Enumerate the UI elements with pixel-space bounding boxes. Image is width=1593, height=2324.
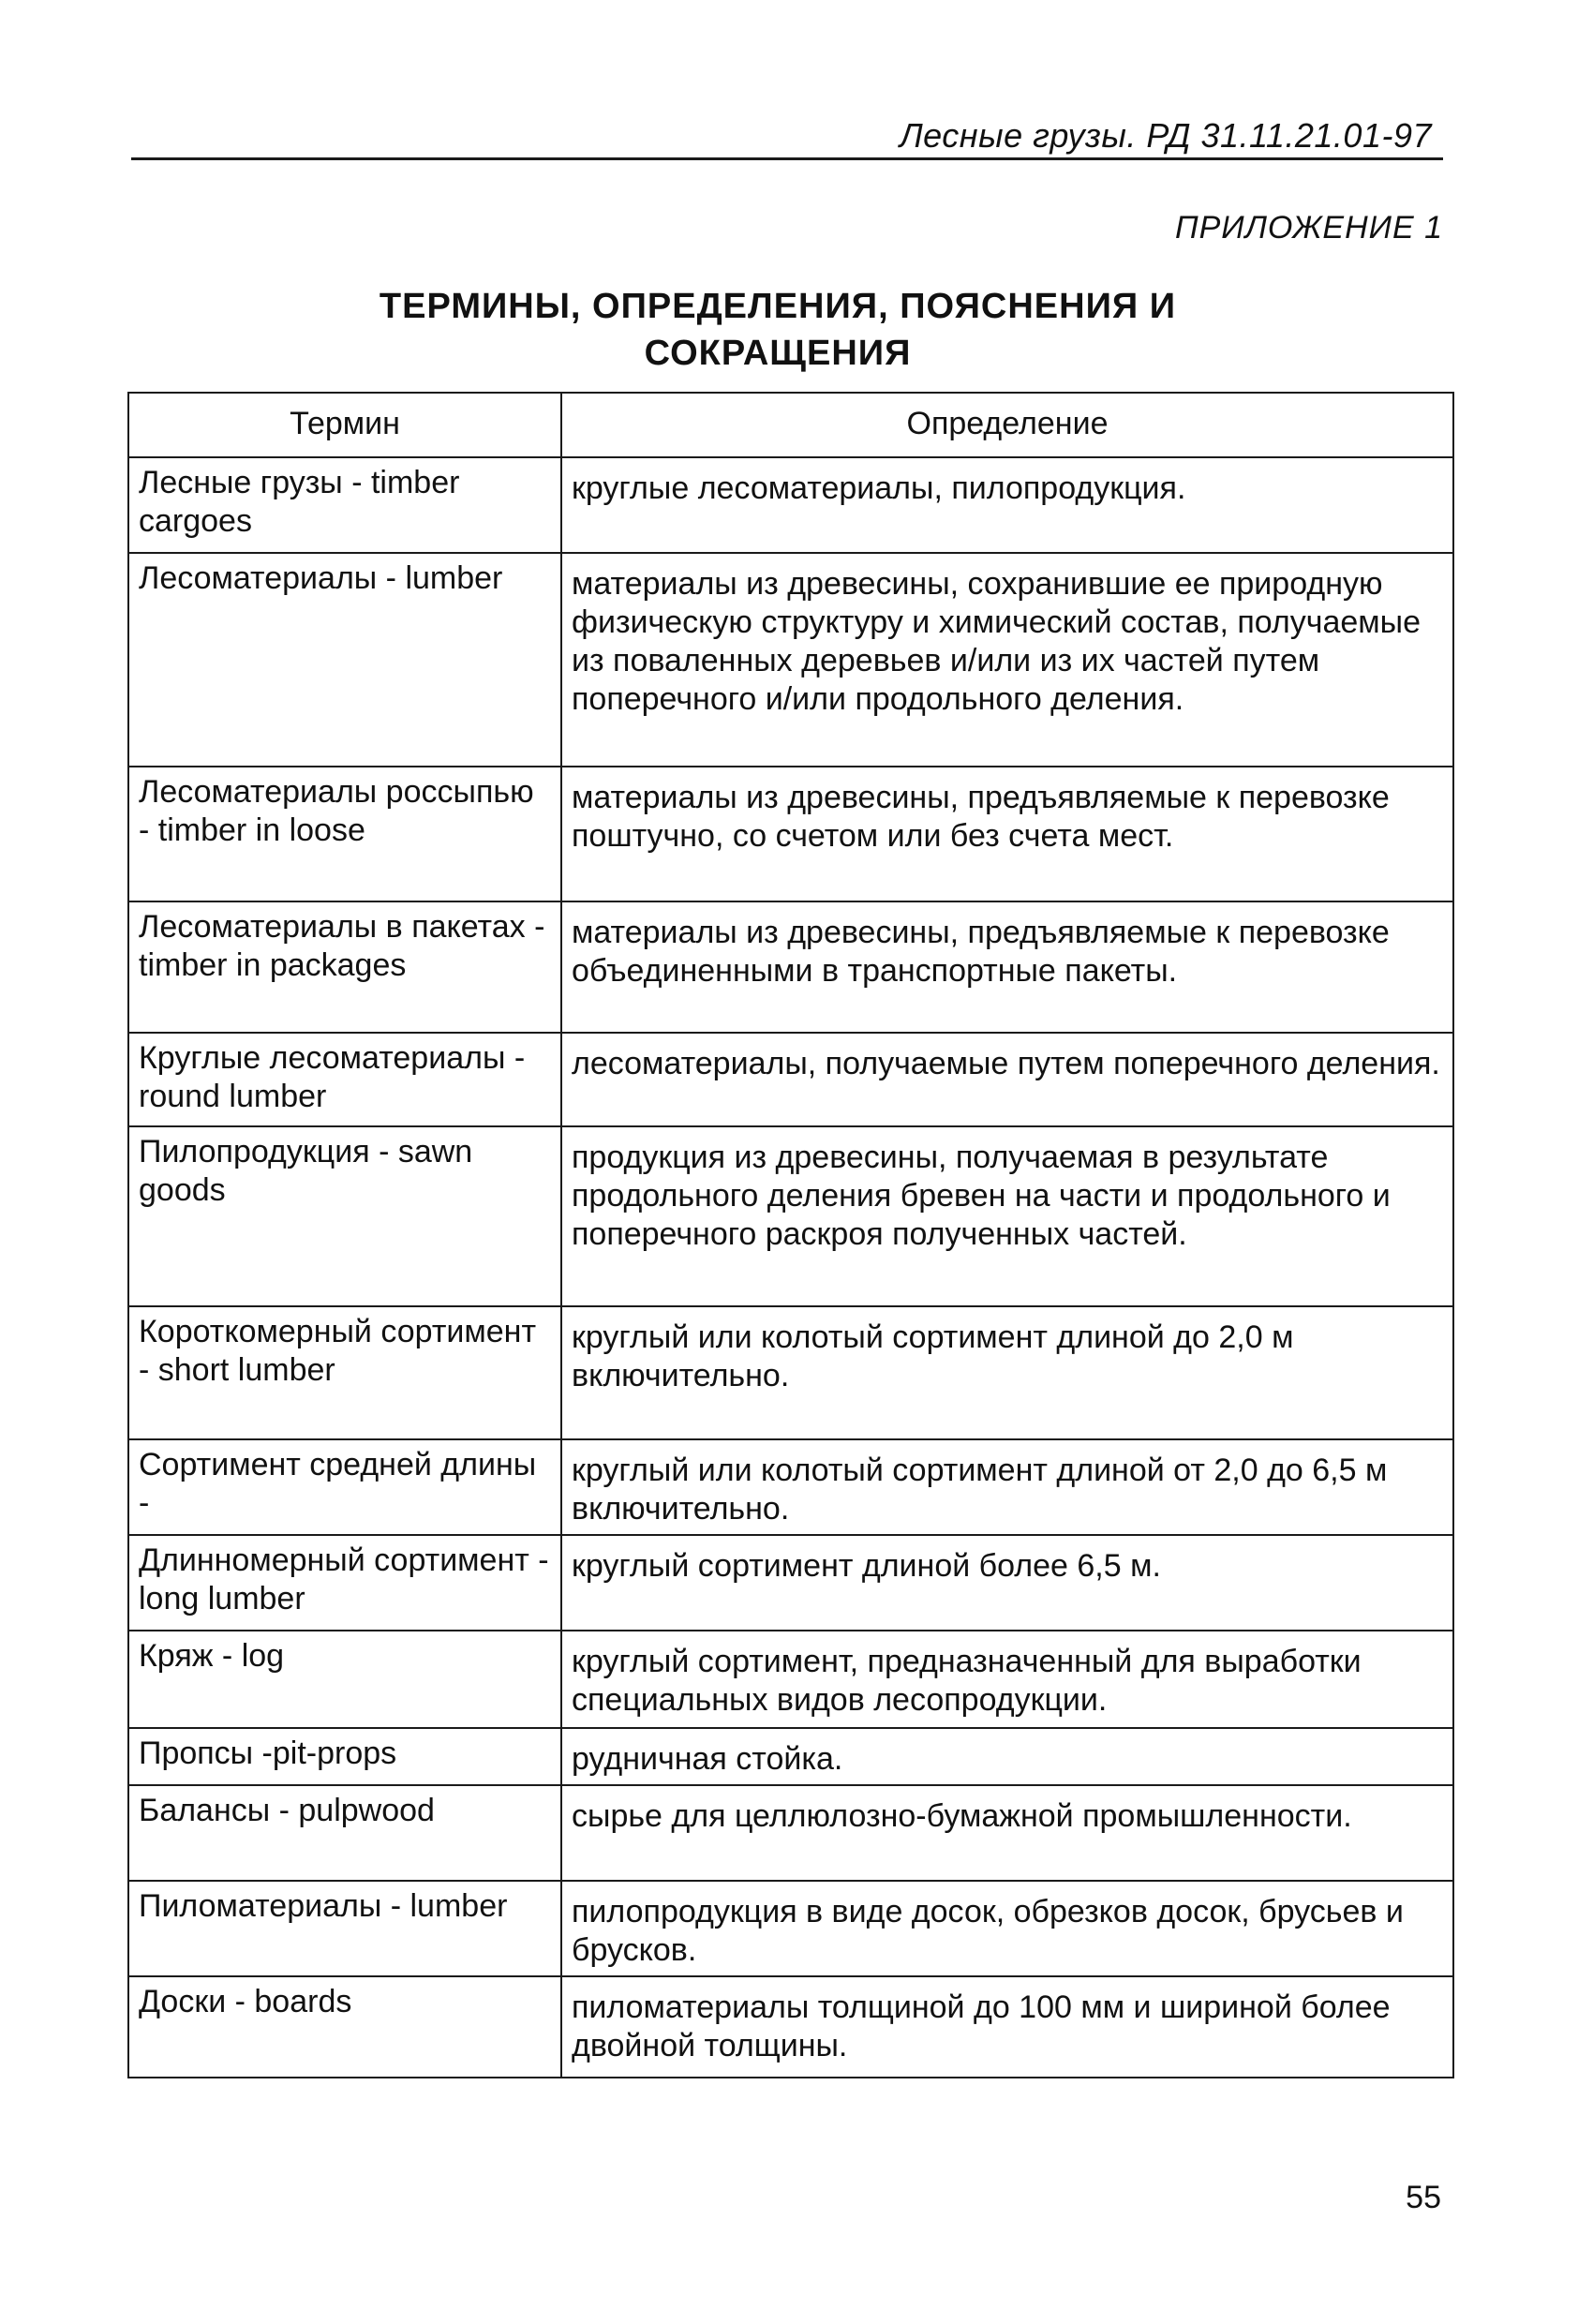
page-number: 55 [1406, 2180, 1441, 2215]
definition-cell: круглый или колотый сортимент длиной до 2,0 м включительно. [561, 1306, 1453, 1439]
definition-cell: материалы из древесины, предъявляемые к перевозке поштучно, со счетом или без счета мест. [561, 767, 1453, 901]
table-row [128, 1535, 1453, 1631]
definition-cell: продукция из древесины, получаемая в результате продольного деления бревен на части и продольного и поперечного раскроя полученных частей. [561, 1126, 1453, 1306]
table-row [128, 457, 1453, 553]
term-cell: Кряж - log [128, 1631, 561, 1728]
table-row [128, 1306, 1453, 1439]
table-header-row [128, 393, 1453, 457]
term-cell: Круглые лесоматериалы - round lumber [128, 1033, 561, 1126]
table-row [128, 553, 1453, 767]
term-cell: Лесоматериалы в пакетах - timber in packages [128, 901, 561, 1033]
term-cell: Лесоматериалы россыпью - timber in loose [128, 767, 561, 901]
table-row [128, 1881, 1453, 1976]
definition-cell: круглые лесоматериалы, пилопродукция. [561, 457, 1453, 553]
page-title-line-2: СОКРАЩЕНИЯ [644, 334, 912, 373]
table-row [128, 1785, 1453, 1881]
appendix-label: ПРИЛОЖЕНИЕ 1 [1174, 210, 1443, 246]
table-row [128, 901, 1453, 1033]
running-header [131, 112, 1443, 160]
term-cell: Короткомерный сортимент - short lumber [128, 1306, 561, 1439]
column-header-term: Термин [128, 393, 561, 457]
term-cell: Балансы - pulpwood [128, 1785, 561, 1881]
definition-cell: сырье для целлюлозно-бумажной промышленности. [561, 1785, 1453, 1881]
definition-cell: рудничная стойка. [561, 1728, 1453, 1785]
table-row [128, 767, 1453, 901]
table-row [128, 1126, 1453, 1306]
table-row [128, 1631, 1453, 1728]
table-row [128, 1033, 1453, 1126]
term-cell: Сортимент средней длины - [128, 1439, 561, 1535]
definition-cell: лесоматериалы, получаемые путем поперечного деления. [561, 1033, 1453, 1126]
term-cell: Пропсы -pit-props [128, 1728, 561, 1785]
table-row [128, 1439, 1453, 1535]
term-cell: Пиломатериалы - lumber [128, 1881, 561, 1976]
table-row [128, 1728, 1453, 1785]
page-title-line-1: ТЕРМИНЫ, ОПРЕДЕЛЕНИЯ, ПОЯСНЕНИЯ И [379, 287, 1177, 326]
page-title [309, 283, 1246, 377]
table-row [128, 1976, 1453, 2078]
definition-cell: круглый сортимент длиной более 6,5 м. [561, 1535, 1453, 1631]
column-header-definition: Определение [561, 393, 1453, 457]
definition-cell: пиломатериалы толщиной до 100 мм и шириной более двойной толщины. [561, 1976, 1453, 2078]
definition-cell: материалы из древесины, предъявляемые к перевозке объединенными в транспортные пакеты. [561, 901, 1453, 1033]
terms-table [127, 392, 1454, 2078]
definition-cell: пилопродукция в виде досок, обрезков досок, брусьев и брусков. [561, 1881, 1453, 1976]
running-title: Лесные грузы. РД 31.11.21.01-97 [899, 116, 1432, 155]
term-cell: Лесоматериалы - lumber [128, 553, 561, 767]
term-cell: Доски - boards [128, 1976, 561, 2078]
term-cell: Длинномерный сортимент - long lumber [128, 1535, 561, 1631]
definition-cell: круглый сортимент, предназначенный для выработки специальных видов лесопродукции. [561, 1631, 1453, 1728]
term-cell: Пилопродукция - sawn goods [128, 1126, 561, 1306]
term-cell: Лесные грузы - timber cargoes [128, 457, 561, 553]
definition-cell: материалы из древесины, сохранившие ее природную физическую структуру и химический состав, получаемые из поваленных деревьев и/или из их частей путем поперечного и/или продольного деления. [561, 553, 1453, 767]
definition-cell: круглый или колотый сортимент длиной от 2,0 до 6,5 м включительно. [561, 1439, 1453, 1535]
